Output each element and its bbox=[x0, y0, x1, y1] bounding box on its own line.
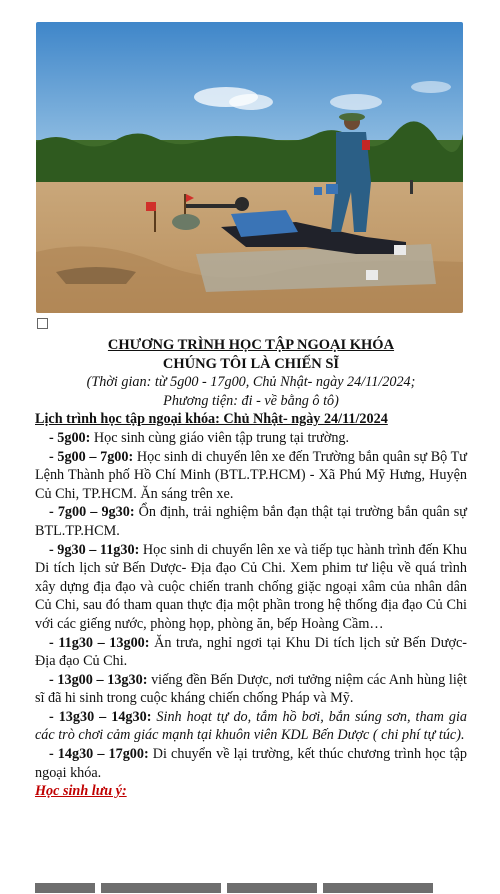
schedule-date: : Chủ Nhật- ngày 24/11/2024 bbox=[215, 411, 388, 428]
schedule-item-text: Ổn định, trải nghiệm bắn đạn thật tại trường bắn quân sự BTL.TP.HCM. bbox=[35, 504, 467, 539]
time-line: (Thời gian: từ 5g00 - 17g00, Chủ Nhật- ngày 24/11/2024; bbox=[86, 374, 416, 391]
schedule-item-time: - 5g00: bbox=[49, 429, 91, 446]
schedule-item-time: - 5g00 – 7g00: bbox=[49, 448, 134, 465]
schedule-item bbox=[35, 745, 467, 782]
schedule-item-time: - 14g30 – 17g00: bbox=[49, 746, 149, 763]
schedule-item bbox=[35, 671, 467, 708]
schedule-item-text: Học sinh di chuyển lên xe đến Trường bắn quân sự Bộ Tư Lệnh Thành phố Hồ Chí Minh (BTL.TP.HCM) - Xã Phú Mỹ Hưng, Huyện Củ Chi, TP.HCM. Ăn sáng trên xe. bbox=[35, 448, 467, 502]
schedule-item-time: - 13g00 – 13g30: bbox=[49, 671, 148, 688]
schedule-item bbox=[35, 541, 467, 634]
schedule-item-text: Học sinh cùng giáo viên tập trung tại trường. bbox=[90, 429, 350, 446]
schedule-item bbox=[35, 448, 467, 504]
photo-illustration bbox=[36, 22, 463, 313]
schedule-item-text: Ăn trưa, nghỉ ngơi tại Khu Di tích lịch sử Bến Dược- Địa đạo Củ Chi. bbox=[35, 634, 467, 670]
page-subtitle: CHÚNG TÔI LÀ CHIẾN SĨ bbox=[162, 355, 340, 372]
schedule-item bbox=[35, 634, 467, 671]
schedule-item bbox=[35, 708, 467, 745]
schedule-heading bbox=[35, 410, 467, 429]
schedule-item-time: - 13g30 – 14g30: bbox=[49, 708, 152, 725]
cropped-text-line bbox=[35, 880, 467, 894]
page-title: CHƯƠNG TRÌNH HỌC TẬP NGOẠI KHÓA bbox=[107, 337, 395, 353]
schedule-item-text: viếng đền Bến Dược, nơi tưởng niệm các Anh hùng liệt sĩ đã hi sinh trong cuộc kháng chiến chống Pháp và Mỹ. bbox=[35, 671, 468, 707]
checkbox-marker bbox=[37, 318, 48, 329]
shooting-practice-photo bbox=[36, 22, 463, 313]
document-body bbox=[35, 336, 467, 801]
schedule-item-text: Sinh hoạt tự do, tắm hồ bơi, bắn súng sơn, tham gia các trò chơi cảm giác mạnh tại khuôn viên KDL Bến Dược ( chi phí tự túc). bbox=[35, 708, 467, 744]
schedule-label: Lịch trình học tập ngoại khóa bbox=[35, 411, 216, 428]
schedule-item-text: Di chuyển về lại trường, kết thúc chương trình học tập ngoại khóa. bbox=[35, 746, 468, 781]
schedule-item-time: - 7g00 – 9g30: bbox=[49, 504, 135, 521]
schedule-item bbox=[35, 429, 467, 448]
schedule-item-time: - 11g30 – 13g00: bbox=[49, 634, 150, 651]
notes-heading: Học sinh lưu ý: bbox=[35, 783, 127, 800]
schedule-item bbox=[35, 503, 467, 540]
schedule-item-time: - 9g30 – 11g30: bbox=[49, 541, 140, 558]
transport-line: Phương tiện: đi - về bằng ô tô) bbox=[163, 392, 339, 409]
schedule-item-text: Học sinh di chuyển lên xe và tiếp tục hành trình đến Khu Di tích lịch sử Bến Dược- Địa đạo Củ Chi. Xem phim tư liệu về quá trình xây dựng địa đạo và cuộc chiến tranh chống giặc ngoại xâm của nhân dân Củ Chi, sau đó tham quan thực địa một phần trong hệ thống địa đạo Củ Chi với các giếng nước, phòng họp, phòng ăn, bếp Hoàng Cầm… bbox=[35, 541, 467, 632]
